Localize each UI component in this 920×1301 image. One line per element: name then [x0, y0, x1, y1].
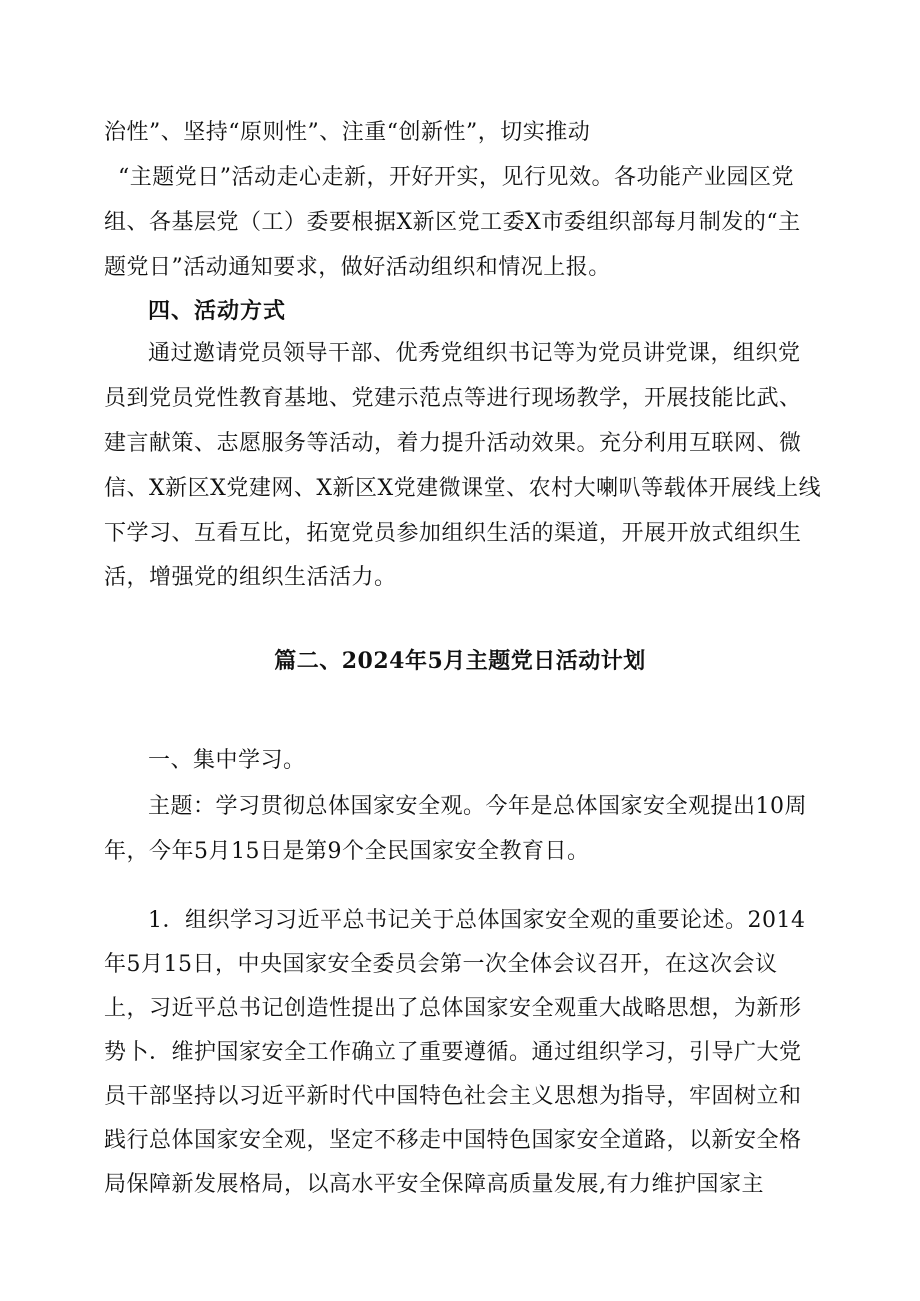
paragraph-line: 组、各基层党（工）委要根据X新区党工委X市委组织部每月制发的“主 — [104, 210, 801, 235]
paragraph-line: 员干部坚持以习近平新时代中国特色社会主义思想为指导，牢固树立和 — [104, 1084, 802, 1109]
paragraph-line: 题党日”活动通知要求，做好活动组织和情况上报。 — [104, 255, 611, 280]
paragraph-line: 员到党员党性教育基地、党建示范点等进行现场教学，开展技能比武、 — [104, 386, 802, 411]
paragraph-line: 1．组织学习习近平总书记关于总体国家安全观的重要论述。2014 — [148, 908, 806, 933]
paragraph-line: 建言献策、志愿服务等活动，着力提升活动效果。充分利用互联网、微 — [104, 431, 802, 456]
paragraph-line: 治性”、坚持“原则性”、注重“创新性”，切实推动 — [104, 120, 591, 145]
article-title: 篇二、2024年5月主题党日活动计划 — [274, 648, 646, 674]
paragraph-line: 主题：学习贯彻总体国家安全观。今年是总体国家安全观提出10周 — [148, 794, 807, 819]
paragraph-line: 上，习近平总书记创造性提出了总体国家安全观重大战略思想，为新形 — [104, 996, 802, 1021]
paragraph-line: 年，今年5月15日是第9个全民国家安全教育日。 — [104, 839, 590, 864]
paragraph-line: “主题党日”活动走心走新，开好开实，见行见效。各功能产业园区党 — [118, 165, 794, 190]
paragraph-line: 局保障新发展格局，以高水平安全保障高质量发展,有力维护国家主 — [104, 1172, 764, 1197]
paragraph-line: 践行总体国家安全观，坚定不移走中国特色国家安全道路，以新安全格 — [104, 1128, 802, 1153]
subheading: 一、集中学习。 — [148, 748, 306, 773]
section-heading: 四、活动方式 — [148, 298, 287, 324]
paragraph-line: 活，增强党的组织生活活力。 — [104, 565, 397, 590]
paragraph-line: 下学习、互看互比，拓宽党员参加组织生活的渠道，开展开放式组织生 — [104, 521, 802, 546]
paragraph-line: 势卜．维护国家安全工作确立了重要遵循。通过组织学习，引导广大党 — [104, 1040, 802, 1065]
paragraph-line: 信、X新区X党建网、X新区X党建微课堂、农村大喇叭等载体开展线上线 — [104, 476, 822, 501]
paragraph-line: 年5月15日，中央国家安全委员会第一次全体会议召开，在这次会议 — [104, 952, 778, 977]
paragraph-line: 通过邀请党员领导干部、优秀党组织书记等为党员讲党课，组织党 — [148, 341, 801, 366]
